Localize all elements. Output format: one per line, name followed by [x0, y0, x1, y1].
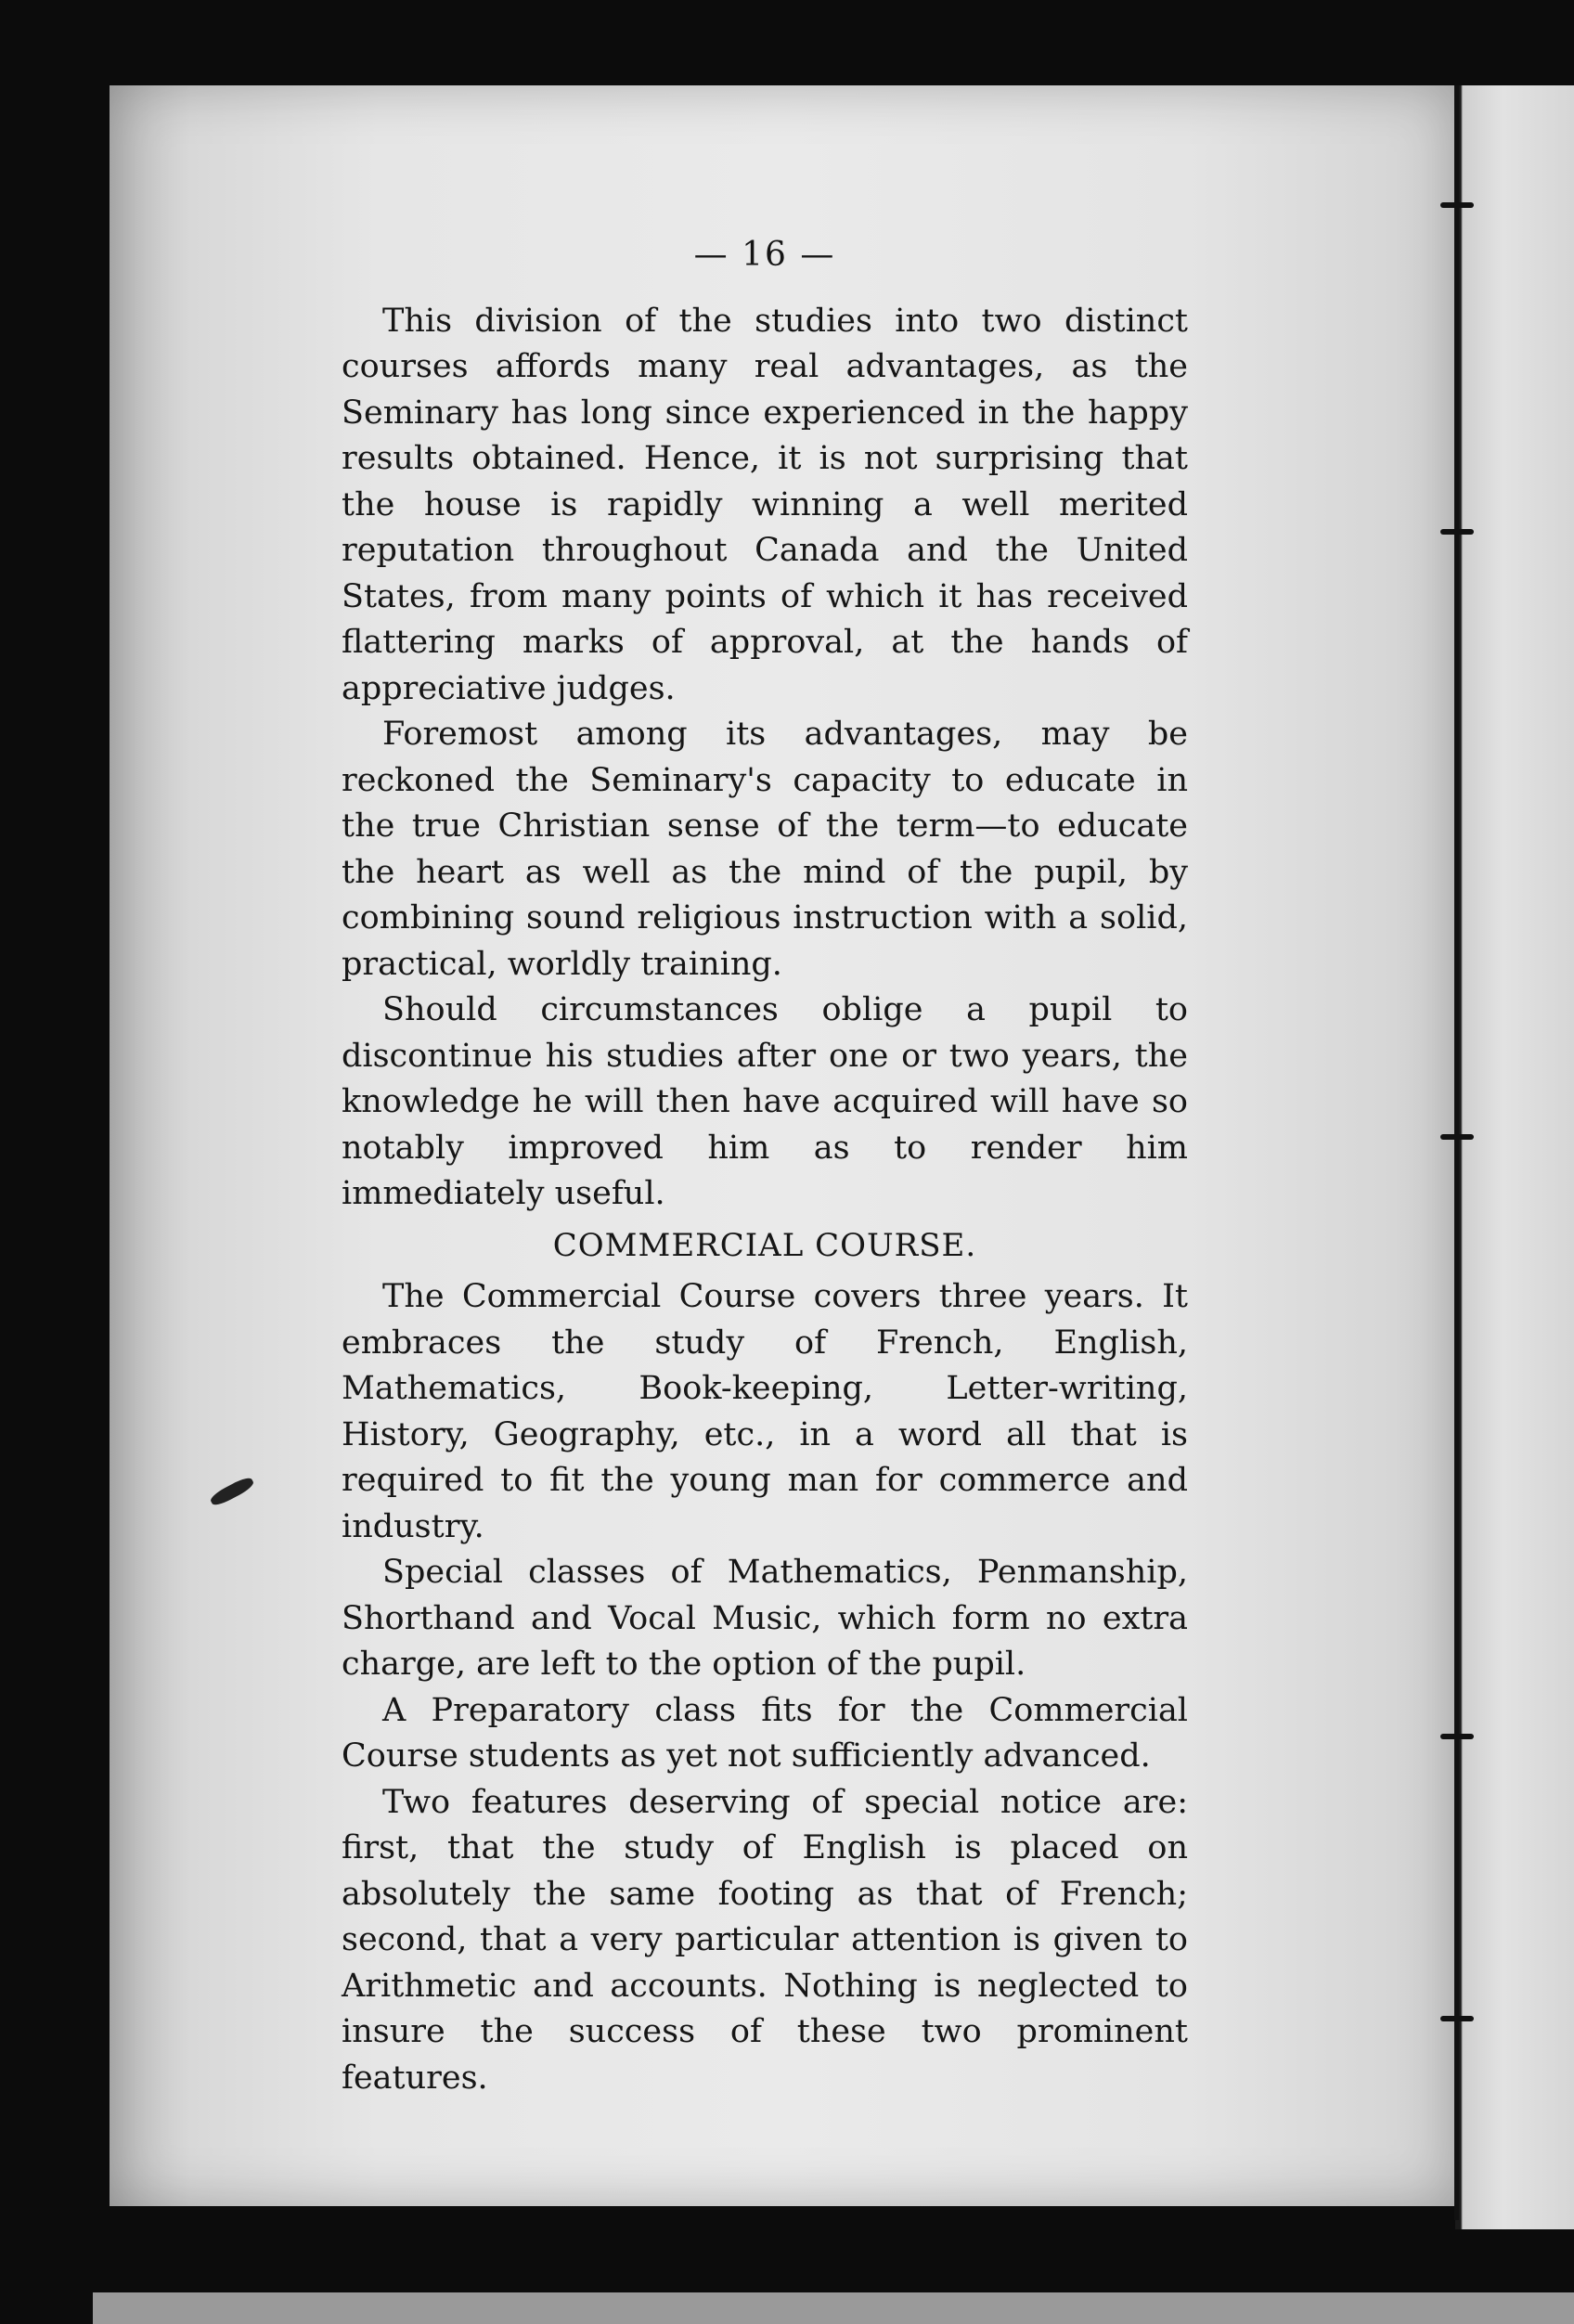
- next-page-strip: [93, 2292, 1574, 2324]
- binding-stitch: [1440, 2016, 1474, 2021]
- binding-stitch: [1440, 1734, 1474, 1739]
- section-heading: COMMERCIAL COURSE.: [552, 1226, 977, 1264]
- paragraph: Should circumstances oblige a pupil to discontinue his studies after one or two years, the knowledge he will then have acquired will have so notably improved him as to render him immediately useful.: [342, 991, 1188, 1212]
- paragraph: Special classes of Mathematics, Penmanship, Shorthand and Vocal Music, which form no extra charge, are left to the option of the pupil.: [342, 1554, 1188, 1683]
- paragraph: Two features deserving of special notice are: first, that the study of English is placed on absolutely the same footing as that of French; second, that a very particular attention is given to Arithmetic and accounts. Nothing is neglected to insure the success of these two prominent features.: [342, 1783, 1188, 2097]
- paragraph: A Preparatory class fits for the Commercial Course students as yet not sufficiently advanced.: [342, 1691, 1188, 1775]
- binding-stitch: [1440, 202, 1474, 208]
- paragraph: Foremost among its advantages, may be reckoned the Seminary's capacity to educate in the true Christian sense of the term—to educate the heart as well as the mind of the pupil, by combining sound religious instruction with a solid, practical, worldly training.: [342, 716, 1188, 983]
- page-content: [342, 232, 1188, 2101]
- binding-stitch: [1440, 1134, 1474, 1140]
- paragraph: This division of the studies into two distinct courses affords many real advantages, as the Seminary has long since experienced in the happy results obtained. Hence, it is not surprising that the house is rapidly winning a well merited reputation throughout Canada and the United States, from many points of which it has received flattering marks of approval, at the hands of appreciative judges.: [342, 302, 1188, 707]
- binding-line: [1454, 85, 1459, 2220]
- paragraph: The Commercial Course covers three years. It embraces the study of French, English, Mathematics, Book-keeping, Letter-writing, History, Geography, etc., in a word all that is required to fit the young man for commerce and industry.: [342, 1278, 1188, 1545]
- facing-page-edge: [1455, 85, 1574, 2229]
- binding-stitch: [1440, 529, 1474, 535]
- page-number: — 16 —: [693, 236, 836, 274]
